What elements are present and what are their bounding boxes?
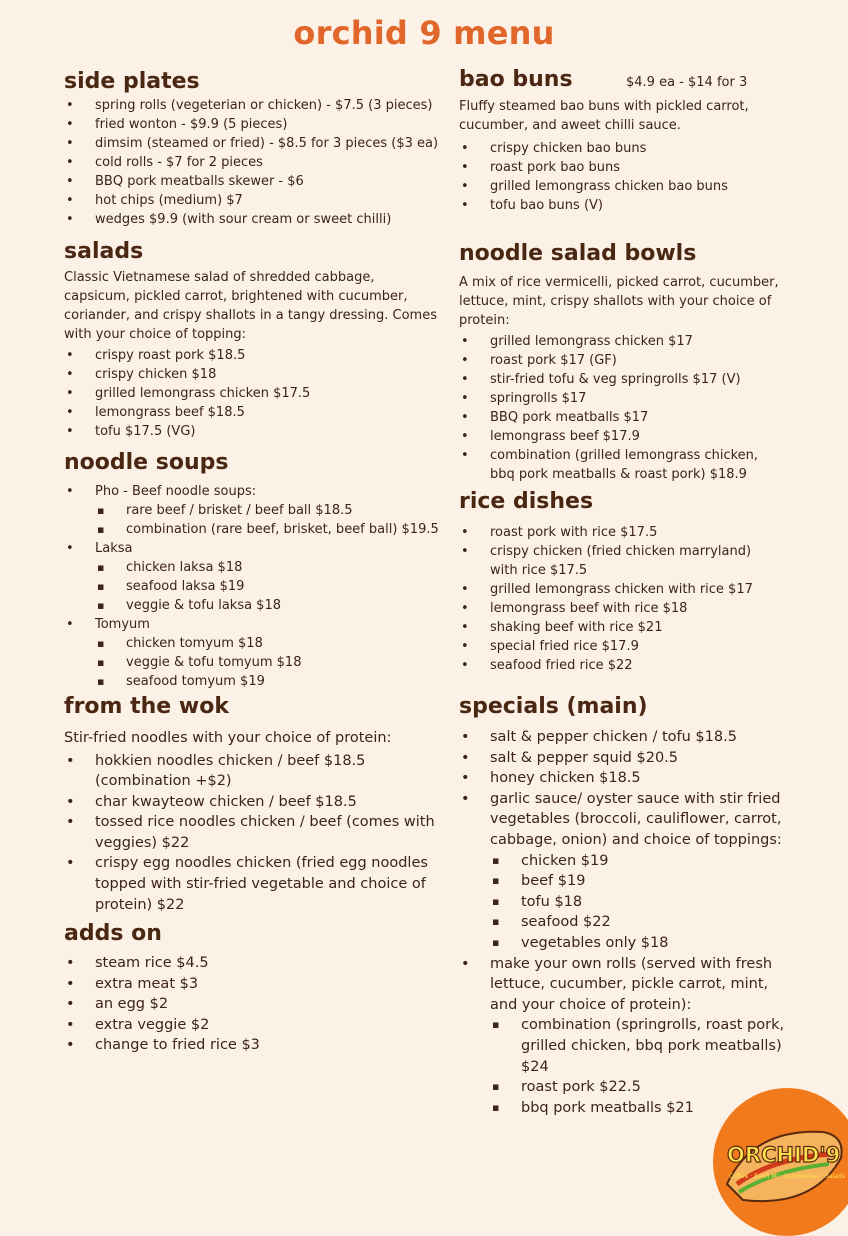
specials-heading: specials (main)	[459, 694, 648, 719]
list-item: ▪ chicken $19	[459, 851, 789, 872]
logo-wordmark: ORCHID'9	[727, 1143, 841, 1167]
list-item: • crispy chicken bao buns	[459, 139, 759, 158]
list-item: ▪ seafood tomyum $19	[64, 672, 449, 691]
list-item: • special fried rice $17.9	[459, 637, 779, 656]
adds-on-section	[64, 920, 444, 1056]
list-item: • cold rolls - $7 for 2 pieces	[64, 153, 449, 172]
side-plates-heading: side plates	[64, 69, 200, 94]
salads-section	[64, 238, 444, 441]
list-item: ▪ tofu $18	[459, 892, 789, 913]
list-item: • char kwayteow chicken / beef $18.5	[64, 792, 444, 813]
list-item: ▪ veggie & tofu tomyum $18	[64, 653, 449, 672]
list-item: ▪ seafood laksa $19	[64, 577, 449, 596]
adds-on-heading: adds on	[64, 921, 162, 946]
group-label: • Pho - Beef noodle soups:	[64, 482, 449, 501]
list-item: • crispy chicken (fried chicken marryland) with rice $17.5	[459, 542, 779, 580]
list-item: • crispy chicken $18	[64, 365, 444, 384]
rice-dishes-heading: rice dishes	[459, 489, 594, 514]
list-item: • hokkien noodles chicken / beef $18.5 (combination +$2)	[64, 751, 444, 792]
list-item: • salt & pepper chicken / tofu $18.5	[459, 727, 789, 748]
from-the-wok-section	[64, 693, 444, 915]
list-item: • seafood fried rice $22	[459, 656, 779, 675]
list-item: • fried wonton - $9.9 (5 pieces)	[64, 115, 449, 134]
orchid9-logo	[713, 1088, 848, 1236]
list-item: • honey chicken $18.5	[459, 768, 789, 789]
list-item: • tossed rice noodles chicken / beef (comes with veggies) $22	[64, 812, 444, 853]
list-item: • steam rice $4.5	[64, 953, 444, 974]
logo-graphic	[713, 1088, 848, 1236]
list-item: • combination (grilled lemongrass chicken, bbq pork meatballs & roast pork) $18.9	[459, 446, 779, 484]
list-item: • roast pork $17 (GF)	[459, 351, 779, 370]
list-item: • grilled lemongrass chicken bao buns	[459, 177, 759, 196]
list-item: • grilled lemongrass chicken $17.5	[64, 384, 444, 403]
list-item: ▪ chicken laksa $18	[64, 558, 449, 577]
noodle-salad-bowls-heading: noodle salad bowls	[459, 241, 697, 266]
list-item: • grilled lemongrass chicken $17	[459, 332, 779, 351]
list-item: ▪ vegetables only $18	[459, 933, 789, 954]
logo-tagline: Coffee · Banh Mi · Sandwiches · Salads	[729, 1173, 846, 1180]
from-the-wok-heading: from the wok	[64, 694, 229, 719]
list-item: ▪ chicken tomyum $18	[64, 634, 449, 653]
noodle-soups-section	[64, 449, 449, 691]
menu-title: orchid 9 menu	[293, 14, 555, 52]
list-item: • change to fried rice $3	[64, 1035, 444, 1056]
specials-section	[459, 693, 789, 1118]
list-item: ▪ bbq pork meatballs $21	[459, 1098, 789, 1119]
group-label: • make your own rolls (served with fresh lettuce, cucumber, pickle carrot, mint, and your choice of protein):	[459, 954, 789, 1016]
group-label: • Laksa	[64, 539, 449, 558]
list-item: • crispy egg noodles chicken (fried egg noodles topped with stir-fried vegetable and choice of protein) $22	[64, 853, 444, 915]
list-item: • grilled lemongrass chicken with rice $17	[459, 580, 779, 599]
list-item: • lemongrass beef with rice $18	[459, 599, 779, 618]
noodle-salad-bowls-section	[459, 240, 779, 484]
noodle-soups-heading: noodle soups	[64, 450, 229, 475]
list-item: ▪ beef $19	[459, 871, 789, 892]
list-item: ▪ veggie & tofu laksa $18	[64, 596, 449, 615]
list-item: • tofu bao buns (V)	[459, 196, 759, 215]
bao-buns-price: $4.9 ea - $14 for 3	[626, 75, 748, 90]
noodle-salad-bowls-description: A mix of rice vermicelli, picked carrot, cucumber, lettuce, mint, crispy shallots with your choice of protein:	[459, 275, 779, 328]
list-item: • lemongrass beef $18.5	[64, 403, 444, 422]
list-item: • roast pork bao buns	[459, 158, 759, 177]
list-item: ▪ combination (rare beef, brisket, beef ball) $19.5	[64, 520, 449, 539]
group-label: • Tomyum	[64, 615, 449, 634]
list-item: ▪ rare beef / brisket / beef ball $18.5	[64, 501, 449, 520]
list-item: • dimsim (steamed or fried) - $8.5 for 3 pieces ($3 ea)	[64, 134, 449, 153]
bao-buns-heading: bao buns	[459, 67, 573, 92]
list-item: • stir-fried tofu & veg springrolls $17 (V)	[459, 370, 779, 389]
from-the-wok-description: Stir-fried noodles with your choice of protein:	[64, 730, 392, 746]
list-item: • BBQ pork meatballs $17	[459, 408, 779, 427]
list-item: • wedges $9.9 (with sour cream or sweet chilli)	[64, 210, 449, 229]
list-item: • spring rolls (vegeterian or chicken) - $7.5 (3 pieces)	[64, 96, 449, 115]
group-label: • garlic sauce/ oyster sauce with stir fried vegetables (broccoli, cauliflower, carrot, cabbage, onion) and choice of toppings:	[459, 789, 789, 851]
side-plates-section	[64, 68, 449, 229]
list-item: • shaking beef with rice $21	[459, 618, 779, 637]
list-item: • springrolls $17	[459, 389, 779, 408]
bao-buns-description: Fluffy steamed bao buns with pickled carrot, cucumber, and aweet chilli sauce.	[459, 99, 749, 133]
list-item: • an egg $2	[64, 994, 444, 1015]
list-item: • extra meat $3	[64, 974, 444, 995]
rice-dishes-section	[459, 488, 779, 675]
list-item: ▪ combination (springrolls, roast pork, grilled chicken, bbq pork meatballs) $24	[459, 1015, 789, 1077]
list-item: • hot chips (medium) $7	[64, 191, 449, 210]
salads-heading: salads	[64, 239, 144, 264]
list-item: • crispy roast pork $18.5	[64, 346, 444, 365]
list-item: ▪ seafood $22	[459, 912, 789, 933]
list-item: • lemongrass beef $17.9	[459, 427, 779, 446]
list-item: • tofu $17.5 (VG)	[64, 422, 444, 441]
list-item: • BBQ pork meatballs skewer - $6	[64, 172, 449, 191]
list-item: ▪ roast pork $22.5	[459, 1077, 789, 1098]
list-item: • roast pork with rice $17.5	[459, 523, 779, 542]
list-item: • salt & pepper squid $20.5	[459, 748, 789, 769]
list-item: • extra veggie $2	[64, 1015, 444, 1036]
salads-description: Classic Vietnamese salad of shredded cabbage, capsicum, pickled carrot, brightened with cucumber, coriander, and crispy shallots in a tangy dressing. Comes with your choice of topping:	[64, 270, 437, 342]
